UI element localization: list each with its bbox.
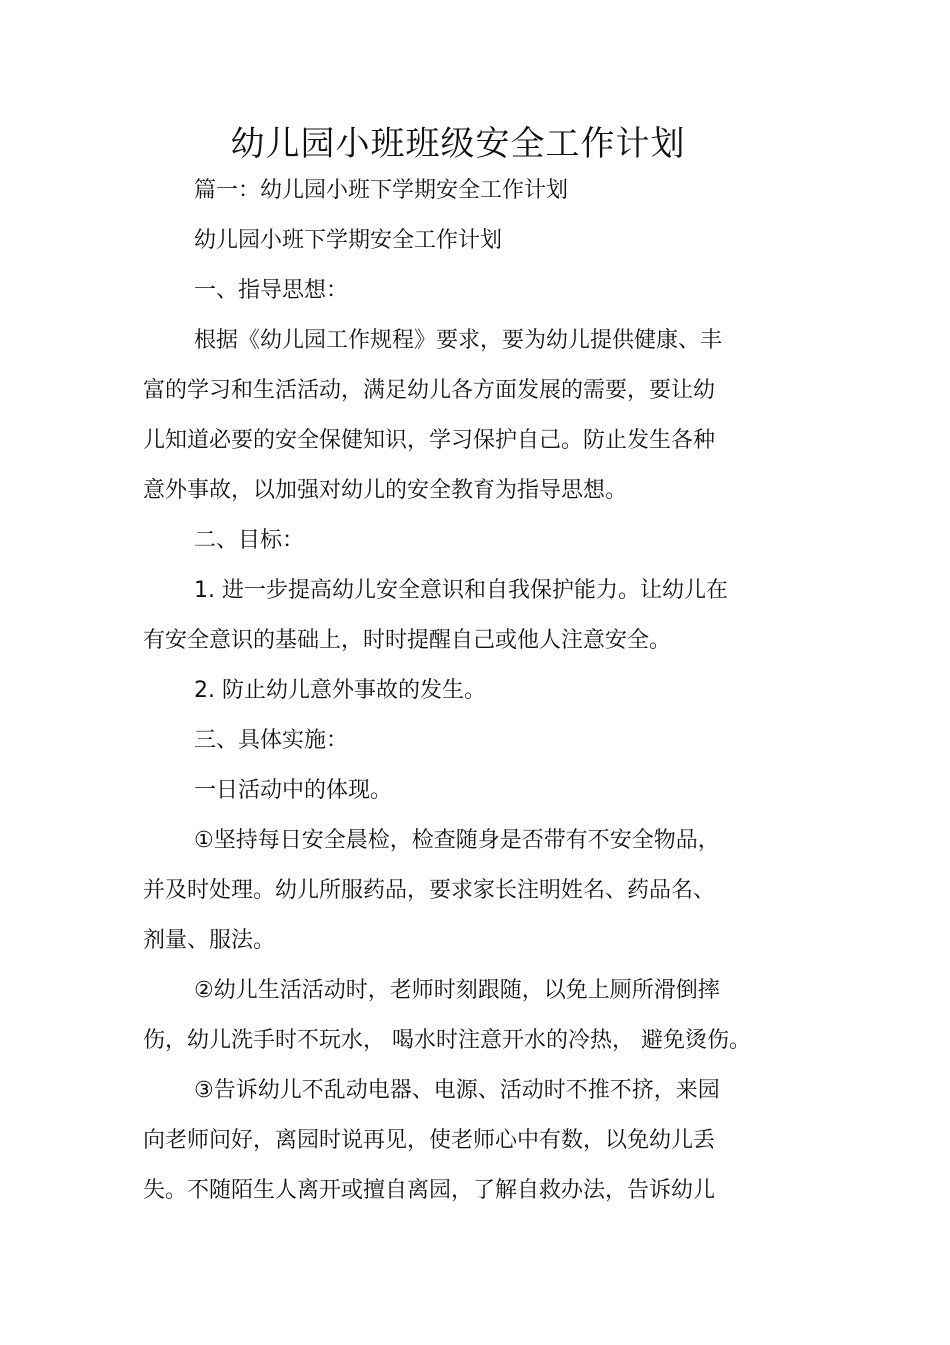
paragraph-line: 儿知道必要的安全保健知识，学习保护自己。防止发生各种: [143, 428, 716, 453]
paragraph-line: 意外事故，以加强对幼儿的安全教育为指导思想。: [143, 478, 628, 503]
paragraph-line: 1. 进一步提高幼儿安全意识和自我保护能力。让幼儿在: [194, 578, 728, 603]
paragraph-line: 有安全意识的基础上，时时提醒自己或他人注意安全。: [143, 628, 672, 653]
heading-implementation: 三、具体实施：: [194, 728, 349, 753]
heading-guiding-thought: 一、指导思想：: [194, 278, 349, 303]
paragraph-line: 富的学习和生活活动，满足幼儿各方面发展的需要，要让幼: [143, 378, 716, 403]
heading-goals: 二、目标：: [194, 528, 305, 553]
paragraph-line: ①坚持每日安全晨检，检查随身是否带有不安全物品，: [194, 828, 720, 853]
paragraph-line: 伤，幼儿洗手时不玩水， 喝水时注意开水的冷热， 避免烫伤。: [143, 1028, 751, 1053]
paragraph-line: 剂量、服法。: [143, 928, 276, 953]
paragraph-line: 一日活动中的体现。: [194, 778, 393, 803]
paragraph-line: 失。不随陌生人离开或擅自离园，了解自救办法，告诉幼儿: [143, 1178, 716, 1203]
document-title: 幼儿园小班班级安全工作计划: [230, 124, 686, 164]
paragraph-line: ②幼儿生活活动时，老师时刻跟随，以免上厕所滑倒摔: [194, 978, 720, 1003]
section-heading: 篇一：幼儿园小班下学期安全工作计划: [194, 178, 569, 203]
paragraph-line: 根据《幼儿园工作规程》要求，要为幼儿提供健康、丰: [194, 328, 723, 353]
paragraph-line: 并及时处理。幼儿所服药品，要求家长注明姓名、药品名、: [143, 878, 716, 903]
subtitle: 幼儿园小班下学期安全工作计划: [194, 228, 503, 253]
paragraph-line: 2. 防止幼儿意外事故的发生。: [194, 678, 486, 703]
paragraph-line: ③告诉幼儿不乱动电器、电源、活动时不推不挤，来园: [194, 1078, 720, 1103]
paragraph-line: 向老师问好，离园时说再见，使老师心中有数，以免幼儿丢: [143, 1128, 716, 1153]
